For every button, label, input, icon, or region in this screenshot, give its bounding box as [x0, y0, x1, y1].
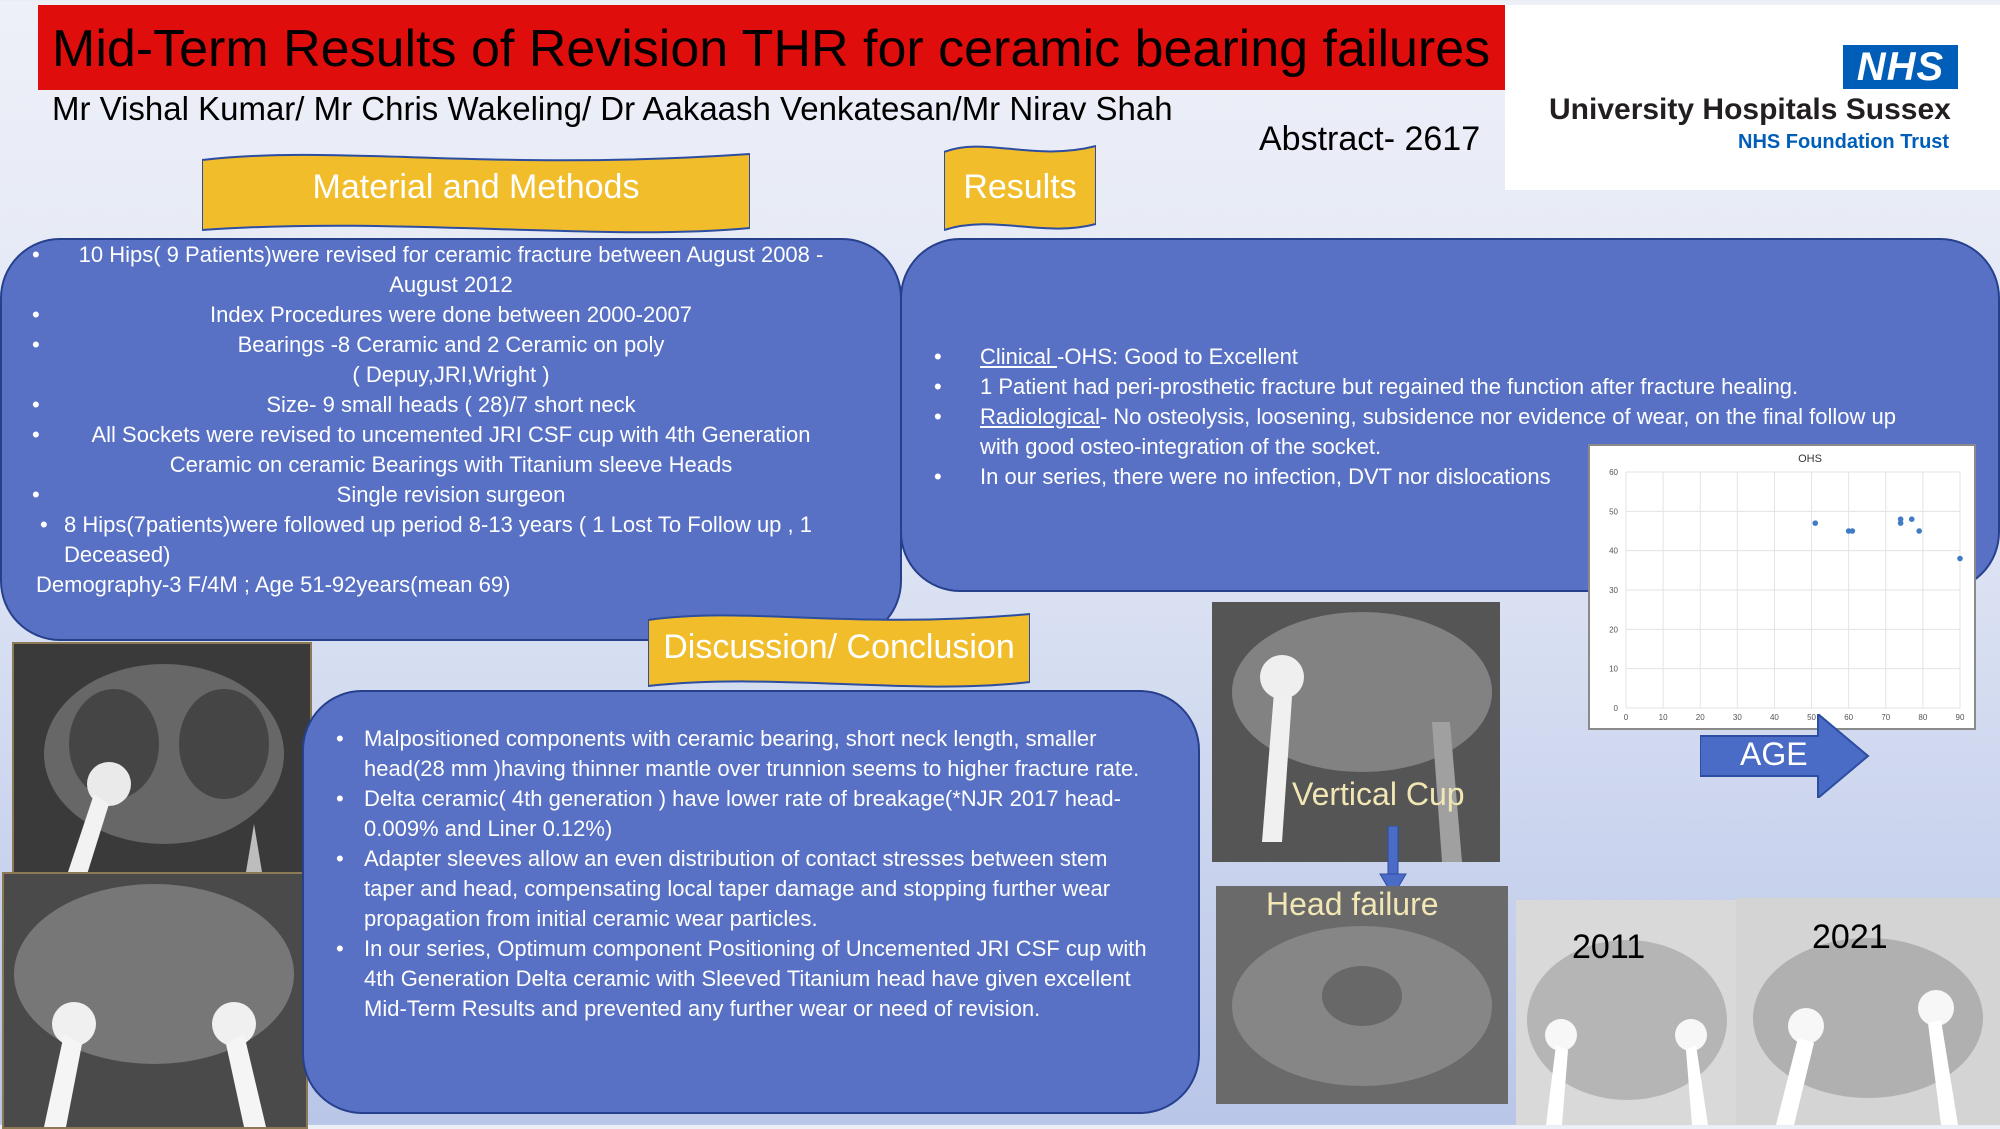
discussion-panel [302, 690, 1200, 1114]
trust-name: NHS Foundation Trust [1738, 131, 1950, 153]
discussion-heading-ribbon [648, 610, 1030, 690]
item-text: 1 Patient had peri-prosthetic fracture but regained the function after fracture healing. [980, 374, 1799, 399]
head-failure-label: Head failure [1266, 886, 1439, 922]
list-item: • Index Procedures were done between 2000-2007 [32, 300, 870, 330]
x-tick-label: 70 [1881, 713, 1891, 722]
authors: Mr Vishal Kumar/ Mr Chris Wakeling/ Dr Aakaash Venkatesan/Mr Nirav Shah [52, 90, 1173, 127]
year-2021-label: 2021 [1812, 918, 1888, 956]
x-tick-label: 30 [1732, 713, 1742, 722]
methods-panel [0, 238, 902, 641]
data-point [1850, 528, 1856, 534]
list-item: • All Sockets were revised to uncemented JRI CSF cup with 4th Generation Ceramic on ceramic Bearings with Titanium sleeve Heads [32, 420, 870, 480]
y-tick-label: 60 [1609, 468, 1618, 477]
age-arrow-label: AGE [1740, 736, 1808, 772]
item-label: Radiological [980, 404, 1100, 429]
list-item: • Bearings -8 Ceramic and 2 Ceramic on poly [32, 330, 870, 360]
methods-heading: Material and Methods [312, 168, 640, 206]
list-item [980, 372, 1938, 402]
x-tick-label: 10 [1658, 713, 1668, 722]
xray-graphic [1212, 602, 1500, 862]
poster-title: Mid-Term Results of Revision THR for ceramic bearing failures [38, 5, 1564, 90]
x-tick-label: 50 [1807, 713, 1817, 722]
list-item: • 10 Hips( 9 Patients)were revised for ceramic fracture between August 2008 - August 2012 [32, 240, 870, 300]
data-point [1957, 556, 1963, 562]
abstract-number: Abstract- 2617 [1259, 120, 1481, 158]
results-heading-ribbon [944, 140, 1096, 238]
list-item: • Size- 9 small heads ( 28)/7 short neck [32, 390, 870, 420]
nhs-logo: NHS [1843, 45, 1958, 89]
item-text: - No osteolysis, loosening, subsidence nor evidence of wear, on the final follow up with good osteo-integration of the socket. [980, 404, 1896, 459]
ohs-chart [1588, 444, 1976, 730]
methods-list [32, 240, 870, 570]
xray-hip-image [12, 642, 312, 886]
xray-graphic [14, 644, 310, 884]
year-2011-label: 2011 [1572, 928, 1646, 966]
list-item: • Delta ceramic( 4th generation ) have lower rate of breakage(*NJR 2017 head-0.009% and Liner 0.12%) [364, 784, 1158, 844]
y-tick-label: 20 [1609, 625, 1618, 635]
discussion-list [364, 724, 1158, 1024]
x-tick-label: 20 [1695, 713, 1705, 722]
age-arrow [1700, 714, 1870, 798]
demography: Demography-3 F/4M ; Age 51-92years(mean 69) [36, 572, 511, 597]
x-tick-label: 40 [1769, 713, 1779, 722]
x-tick-label: 60 [1844, 713, 1854, 722]
xray-graphic [4, 874, 306, 1127]
discussion-heading: Discussion/ Conclusion [663, 628, 1015, 666]
data-point [1916, 528, 1922, 534]
y-tick-label: 0 [1613, 704, 1618, 713]
x-tick-label: 0 [1623, 713, 1629, 722]
list-item: • Malpositioned components with ceramic bearing, short neck length, smaller head(28 mm )having thinner mantle over trunnion seems to higher fracture rate. [364, 724, 1158, 784]
y-tick-label: 50 [1609, 507, 1618, 517]
item-label: Clinical [980, 344, 1058, 369]
xray-pelvis-image [2, 872, 308, 1129]
results-heading: Results [963, 168, 1077, 206]
list-item: • Single revision surgeon [32, 480, 870, 510]
chart-title: OHS [1798, 453, 1822, 465]
list-item-continued: ( Depuy,JRI,Wright ) [352, 362, 550, 387]
data-point [1909, 516, 1915, 522]
ohs-chart-svg [1590, 446, 1974, 728]
organisation-name: University Hospitals Sussex [1549, 93, 1951, 126]
methods-heading-ribbon [202, 150, 750, 235]
list-item: • Adapter sleeves allow an even distribution of contact stresses between stem taper and head, compensating local taper damage and stopping further wear propagation from initial ceramic wear particles. [364, 844, 1158, 934]
x-tick-label: 80 [1918, 713, 1928, 722]
item-text: In our series, there were no infection, DVT nor dislocations [980, 464, 1551, 489]
y-tick-label: 30 [1609, 586, 1618, 595]
xray-vertical-cup-image [1212, 602, 1500, 862]
nhs-logo-block [1505, 5, 2000, 190]
y-tick-label: 10 [1609, 664, 1618, 674]
data-point [1812, 520, 1818, 526]
item-text: -OHS: Good to Excellent [1057, 344, 1298, 369]
x-tick-label: 90 [1955, 713, 1965, 722]
list-item: • In our series, Optimum component Positioning of Uncemented JRI CSF cup with 4th Generation Delta ceramic with Sleeved Titanium head have given excellent Mid-Term Results and prevented any further wear or need of revision. [364, 934, 1158, 1024]
list-item: • 8 Hips(7patients)were followed up period 8-13 years ( 1 Lost To Follow up , 1 Deceased) [32, 510, 870, 570]
list-item [980, 342, 1938, 372]
data-point [1898, 520, 1904, 526]
vertical-cup-label: Vertical Cup [1292, 776, 1465, 812]
y-tick-label: 40 [1609, 546, 1618, 556]
